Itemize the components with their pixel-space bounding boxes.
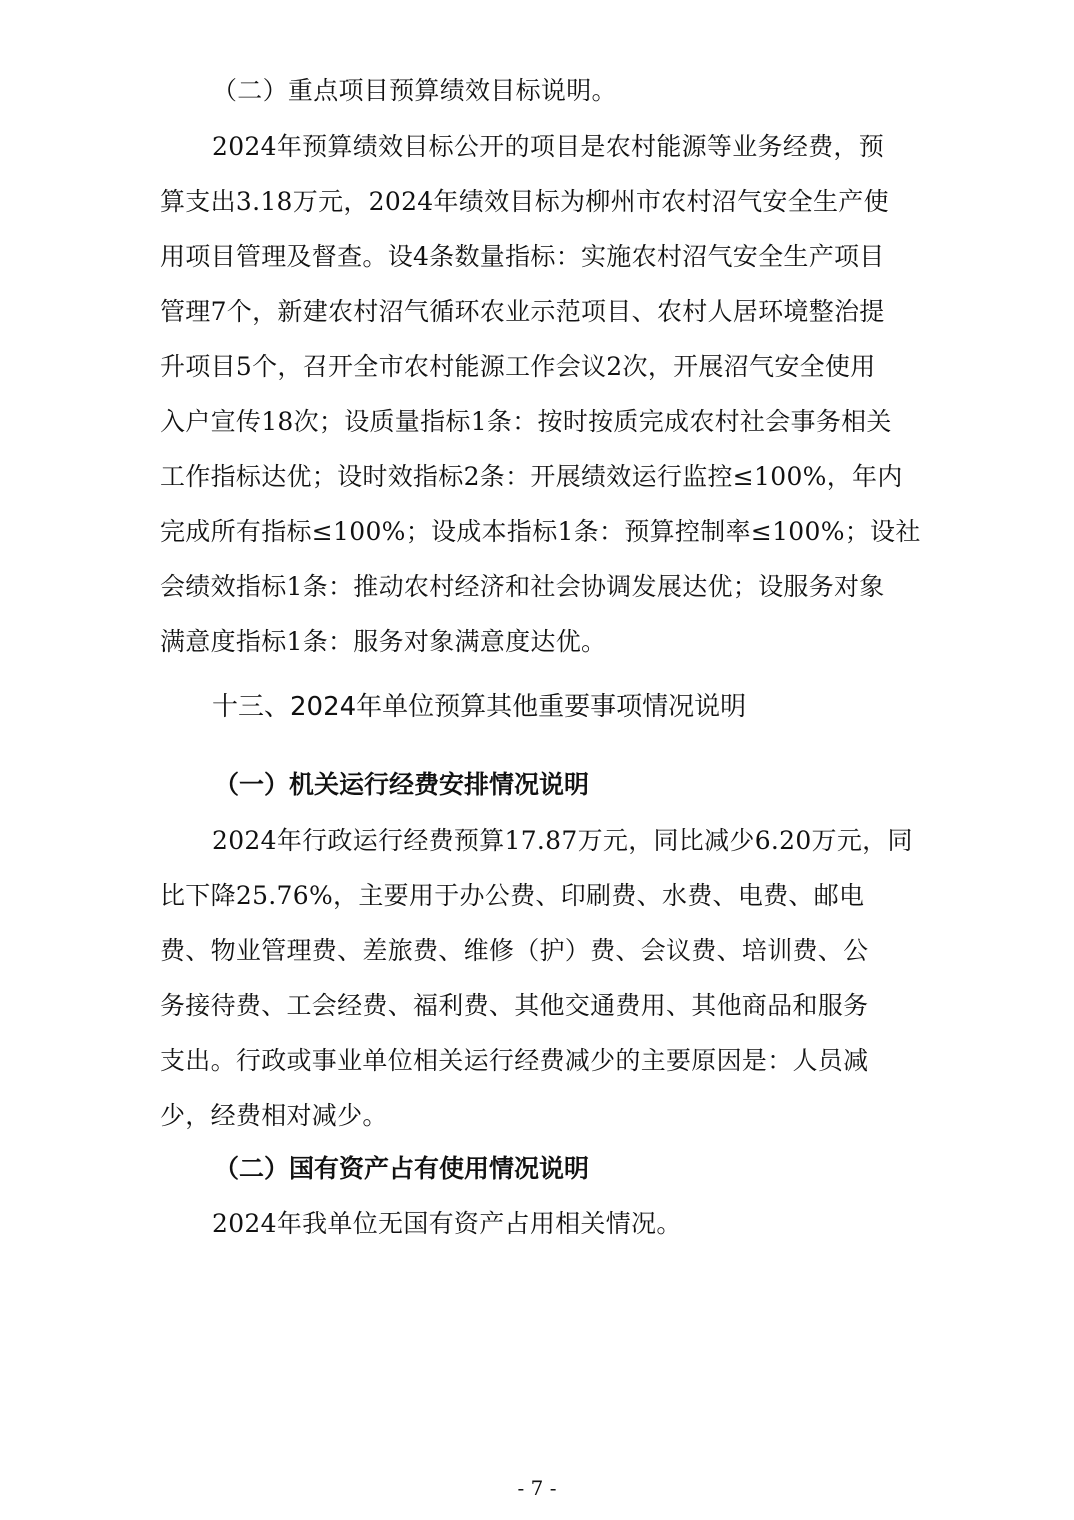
paragraph-line: 管理7个，新建农村沼气循环农业示范项目、农村人居环境整治提 — [160, 297, 885, 326]
paragraph-line: 算支出3.18万元，2024年绩效目标为柳州市农村沼气安全生产使 — [160, 187, 889, 216]
paragraph-line: 工作指标达优；设时效指标2条：开展绩效运行监控≤100%，年内 — [160, 462, 903, 491]
page-number: - 7 - — [517, 1476, 557, 1500]
paragraph-line: 满意度指标1条：服务对象满意度达优。 — [160, 627, 607, 656]
paragraph-line: 少，经费相对减少。 — [160, 1101, 388, 1130]
subsection-2-heading: （二）国有资产占有使用情况说明 — [214, 1154, 590, 1183]
paragraph-line: 2024年我单位无国有资产占用相关情况。 — [212, 1209, 682, 1238]
paragraph-line: 比下降25.76%，主要用于办公费、印刷费、水费、电费、邮电 — [160, 881, 865, 910]
paragraph-line: 升项目5个，召开全市农村能源工作会议2次，开展沼气安全使用 — [160, 352, 876, 381]
paragraph-line: 用项目管理及督查。设4条数量指标：实施农村沼气安全生产项目 — [160, 242, 885, 271]
paragraph-line: 2024年行政运行经费预算17.87万元，同比减少6.20万元，同 — [212, 826, 913, 855]
paragraph-line: 入户宣传18次；设质量指标1条：按时按质完成农村社会事务相关 — [160, 407, 892, 436]
paragraph-line: 务接待费、工会经费、福利费、其他交通费用、其他商品和服务 — [160, 991, 869, 1020]
subsection-1-heading: （一）机关运行经费安排情况说明 — [214, 770, 590, 799]
paragraph-line: 支出。行政或事业单位相关运行经费减少的主要原因是：人员减 — [160, 1046, 869, 1075]
paragraph-line: 2024年预算绩效目标公开的项目是农村能源等业务经费，预 — [212, 132, 885, 161]
section-13-heading: 十三、2024年单位预算其他重要事项情况说明 — [212, 692, 747, 722]
paragraph-line: 费、物业管理费、差旅费、维修（护）费、会议费、培训费、公 — [160, 936, 869, 965]
section-title-key-project: （二）重点项目预算绩效目标说明。 — [212, 76, 617, 105]
paragraph-line: 会绩效指标1条：推动农村经济和社会协调发展达优；设服务对象 — [160, 572, 885, 601]
paragraph-line: 完成所有指标≤100%；设成本指标1条：预算控制率≤100%；设社 — [160, 517, 921, 546]
